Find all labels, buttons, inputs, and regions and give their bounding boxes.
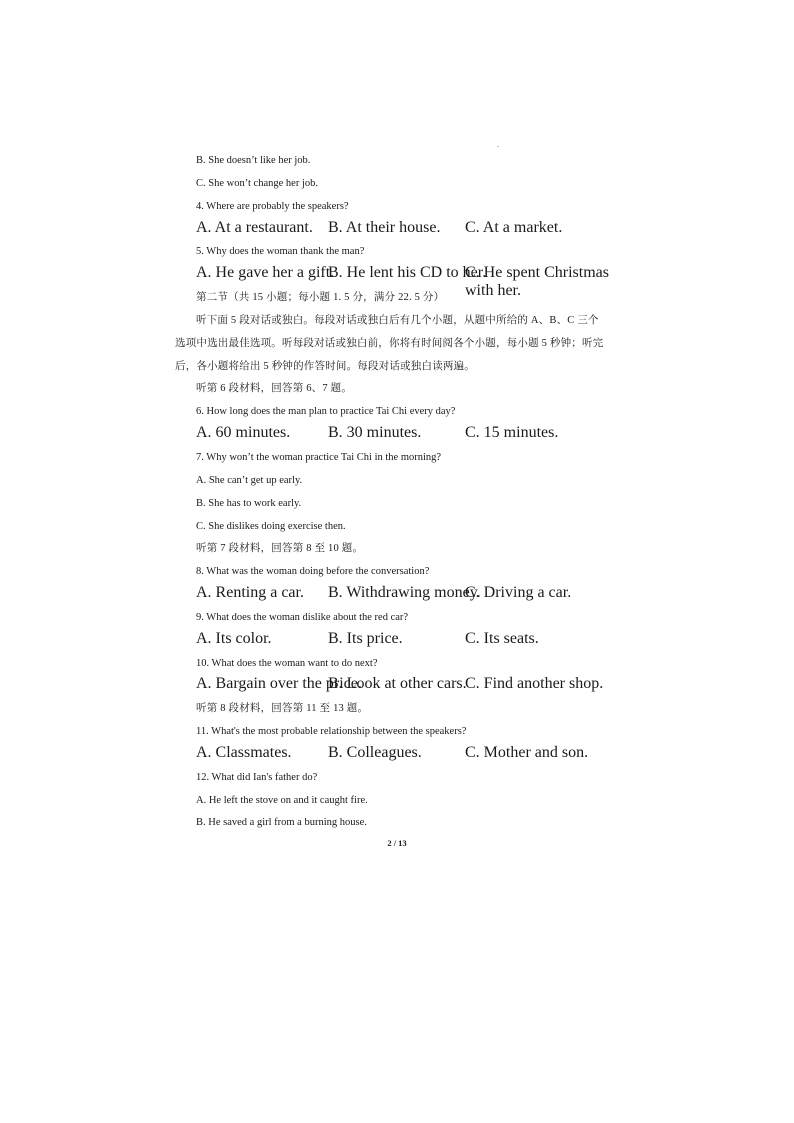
- question-line: B. She doesn’t like her job.: [196, 155, 311, 166]
- option-b: B. He lent his CD to her.: [328, 264, 487, 282]
- option-b: B. Colleagues.: [328, 743, 422, 761]
- option-b: B. 30 minutes.: [328, 424, 422, 442]
- page-number: 2 / 13: [387, 838, 407, 848]
- option-c: C. Its seats.: [465, 629, 539, 647]
- option-b: B. Look at other cars.: [328, 675, 467, 693]
- question-line: 7. Why won’t the woman practice Tai Chi in the morning?: [196, 451, 442, 463]
- question-line: 12. What did Ian's father do?: [196, 771, 318, 783]
- option-c: C. At a market.: [465, 218, 563, 236]
- question-content: [175, 150, 636, 835]
- option-row: [196, 630, 636, 653]
- scan-speck: [497, 146, 499, 147]
- section-instruction: 第二节（共 15 小题；每小题 1. 5 分，满分 22. 5 分）: [196, 292, 445, 304]
- option-row: [196, 744, 636, 767]
- question-line: C. She won’t change her job.: [196, 177, 318, 189]
- option-c: C. Mother and son.: [465, 743, 589, 761]
- option-row: [196, 675, 636, 698]
- option-a: A. Bargain over the price.: [196, 675, 362, 693]
- option-c: C. 15 minutes.: [465, 424, 559, 442]
- option-a: A. Its color.: [196, 629, 272, 647]
- option-c: C. He spent Christmas with her.: [465, 264, 609, 300]
- section-instruction: 选项中选出最佳选项。听每段对话或独白前，你将有时间阅各个小题，每小题 5 秒钟；听完: [175, 337, 604, 349]
- option-row: [196, 424, 636, 447]
- question-line: A. He left the stove on and it caught fire.: [196, 794, 368, 806]
- section-instruction: 听第 7 段材料，回答第 8 至 10 题。: [196, 543, 364, 555]
- option-row: [196, 219, 636, 242]
- question-line: A. She can’t get up early.: [196, 474, 303, 486]
- option-b: B. Its price.: [328, 629, 403, 647]
- question-line: 8. What was the woman doing before the conversation?: [196, 566, 430, 578]
- question-line: 11. What's the most probable relationship between the speakers?: [196, 726, 467, 738]
- question-line: B. She has to work early.: [196, 497, 302, 509]
- question-line: 6. How long does the man plan to practice Tai Chi every day?: [196, 406, 456, 418]
- option-row: [196, 584, 636, 607]
- option-c: C. Find another shop.: [465, 675, 604, 693]
- question-line: 10. What does the woman want to do next?: [196, 657, 378, 669]
- option-a: A. He gave her a gift.: [196, 264, 335, 282]
- section-instruction: 听第 8 段材料，回答第 11 至 13 题。: [196, 703, 369, 715]
- question-line: C. She dislikes doing exercise then.: [196, 520, 346, 532]
- option-a: A. Classmates.: [196, 743, 292, 761]
- option-a: A. At a restaurant.: [196, 218, 313, 236]
- question-line: 4. Where are probably the speakers?: [196, 200, 349, 212]
- option-c: C. Driving a car.: [465, 584, 572, 602]
- option-a: A. Renting a car.: [196, 584, 304, 602]
- option-b: B. Withdrawing money.: [328, 584, 481, 602]
- section-instruction: 后，各小题将给出 5 秒钟的作答时间。每段对话或独白读两遍。: [175, 360, 475, 372]
- question-line: B. He saved a girl from a burning house.: [196, 817, 367, 829]
- section-instruction: 听第 6 段材料，回答第 6、7 题。: [196, 383, 353, 395]
- section-instruction: 听下面 5 段对话或独白。每段对话或独白后有几个小题，从题中所给的 A、B、C 三个: [196, 314, 599, 326]
- question-line: 5. Why does the woman thank the man?: [196, 246, 365, 258]
- question-line: 9. What does the woman dislike about the red car?: [196, 611, 409, 623]
- option-a: A. 60 minutes.: [196, 424, 291, 442]
- option-b: B. At their house.: [328, 218, 441, 236]
